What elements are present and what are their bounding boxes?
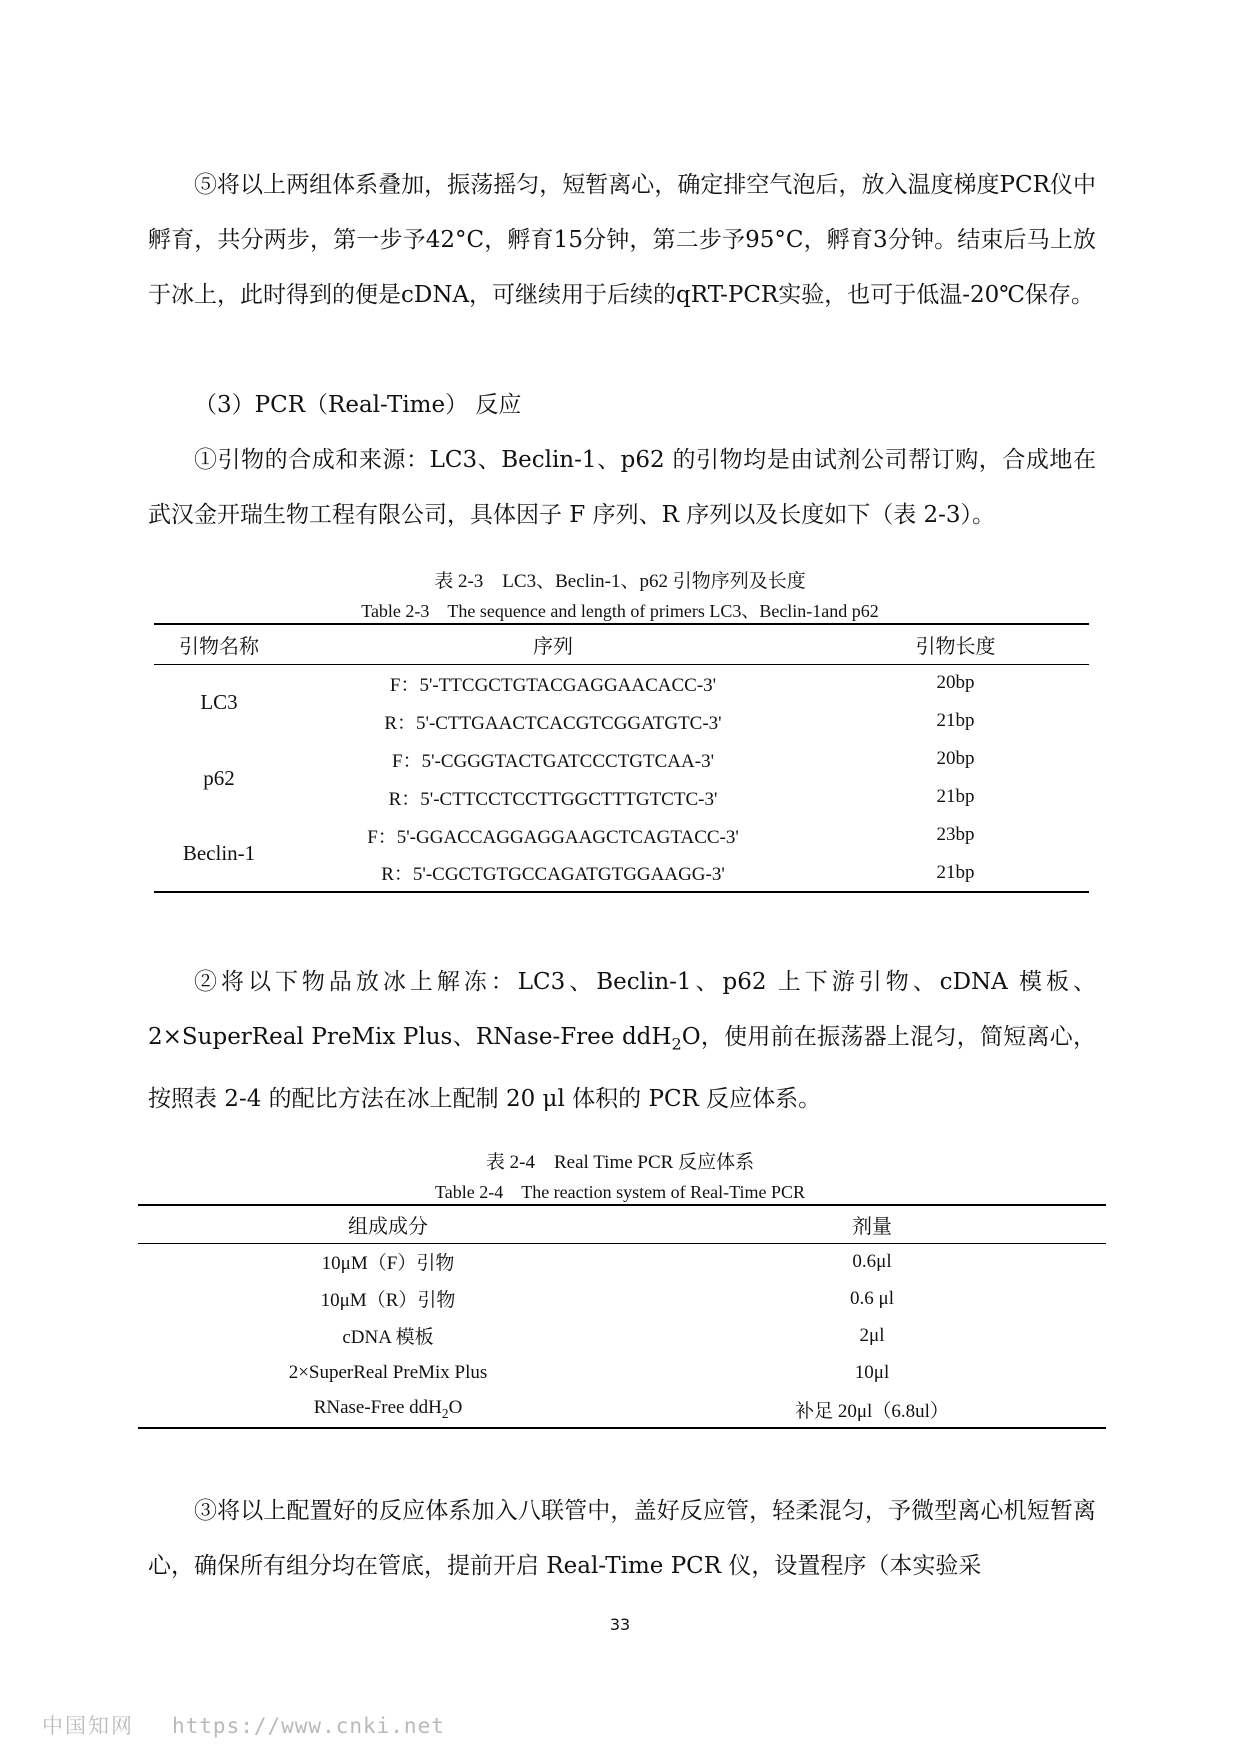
sequence-cell: R：5'-CGCTGTGCCAGATGTGGAAGG-3' xyxy=(381,864,725,885)
watermark-url: https://www.cnki.net xyxy=(172,1714,445,1738)
table-row xyxy=(138,1354,1106,1391)
page-number: 33 xyxy=(609,1615,631,1634)
table-2-3-caption-cn: 表 2-3 LC3、Beclin-1、p62 引物序列及长度 xyxy=(434,571,806,592)
section-heading-realtime-pcr: （3）PCR（Real-Time） 反应 xyxy=(194,392,522,418)
sequence-cell: R：5'-CTTCCTCCTTGGCTTTGTCTC-3' xyxy=(388,788,718,810)
table-2-3-caption-en: Table 2-3 The sequence and length of primers LC3、Beclin-1and p62 xyxy=(361,601,879,621)
primer-table xyxy=(154,623,1089,893)
component-cell: cDNA 模板 xyxy=(342,1327,434,1348)
length-cell: 21bp xyxy=(936,786,975,807)
sequence-cell: R：5'-CTTGAACTCACGTCGGATGTC-3' xyxy=(384,712,722,734)
watermark-brand: 中国知网 xyxy=(42,1714,134,1738)
dose-cell: 10μl xyxy=(854,1361,890,1383)
header-primer-name: 引物名称 xyxy=(179,633,259,658)
table-2-4-caption-en: Table 2-4 The reaction system of Real-Time PCR xyxy=(434,1182,805,1202)
component-cell: RNase-Free ddH$_2$O xyxy=(313,1396,463,1421)
dose-cell: 2μl xyxy=(859,1324,885,1346)
sequence-cell: F：5'-GGACCAGGAGGAAGCTCAGTACC-3' xyxy=(367,826,739,848)
component-cell: 10μM（F）引物 xyxy=(321,1253,455,1275)
length-cell: 21bp xyxy=(936,710,975,731)
paragraph-primer-source: ①引物的合成和来源：LC3、Beclin-1、p62 的引物均是由试剂公司帮订购，合成地在武汉金开瑞生物工程有限公司，具体因子 F 序列、R 序列以及长度如下（表 2-3）。 xyxy=(148,447,1096,528)
header-component: 组成成分 xyxy=(348,1213,428,1238)
table-row xyxy=(154,778,1089,816)
header-length: 引物长度 xyxy=(915,633,996,658)
dose-cell: 0.6 μl xyxy=(850,1287,894,1309)
paragraph-eight-tube-strip: ③将以上配置好的反应体系加入八联管中，盖好反应管，轻柔混匀，予微型离心机短暂离心，确保所有组分均在管底，提前开启 Real-Time PCR 仪，设置程序（本实验采 xyxy=(148,1498,1096,1579)
table-row xyxy=(138,1280,1106,1317)
table-row xyxy=(138,1317,1106,1354)
table-row xyxy=(138,1243,1106,1280)
dose-cell: 0.6μl xyxy=(852,1250,892,1272)
primer-name-lc3: LC3 xyxy=(200,689,238,714)
length-cell: 20bp xyxy=(936,748,975,769)
cnki-watermark xyxy=(42,1710,445,1740)
table-row xyxy=(154,702,1089,740)
table-row xyxy=(154,854,1089,892)
sequence-cell: F：5'-TTCGCTGTACGAGGAACACC-3' xyxy=(389,674,717,696)
sequence-cell: F：5'-CGGGTACTGATCCCTGTCAA-3' xyxy=(392,750,714,772)
primer-name-beclin1: Beclin-1 xyxy=(154,816,284,892)
paragraph-thaw-reagents: ②将以下物品放冰上解冻：LC3、Beclin-1、p62 上下游引物、cDNA 模板、2×SuperReal PreMix Plus、RNase-Free ddH$_2$O，使用前在振荡器上混匀，简短离心，按照表 2-4 的配比方法在冰上配制 20 μl 体积的 PCR 反应体系。 xyxy=(148,969,1096,1112)
length-cell: 20bp xyxy=(936,672,975,694)
component-cell: 2×SuperReal PreMix Plus xyxy=(288,1361,488,1383)
table-2-4-caption-cn: 表 2-4 Real Time PCR 反应体系 xyxy=(485,1152,755,1173)
reaction-system-table xyxy=(138,1204,1106,1429)
header-dose: 剂量 xyxy=(852,1213,892,1238)
dose-cell: 补足 20μl（6.8ul） xyxy=(795,1400,949,1422)
table-row xyxy=(154,740,1089,778)
component-cell: 10μM（R）引物 xyxy=(320,1290,456,1311)
paragraph-reverse-transcription: ⑤将以上两组体系叠加，振荡摇匀，短暂离心，确定排空气泡后，放入温度梯度PCR仪中孵育，共分两步，第一步予42°C，孵育15分钟，第二步予95°C，孵育3分钟。结束后马上放于冰上，此时得到的便是cDNA，可继续用于后续的qRT-PCR实验，也可于低温-20℃保存。 xyxy=(148,172,1096,308)
table-row xyxy=(138,1391,1106,1428)
table-row xyxy=(154,664,1089,702)
table-row xyxy=(154,816,1089,854)
primer-name-p62: p62 xyxy=(203,765,235,790)
header-sequence: 序列 xyxy=(533,633,573,658)
length-cell: 21bp xyxy=(936,861,975,883)
length-cell: 23bp xyxy=(936,824,975,845)
